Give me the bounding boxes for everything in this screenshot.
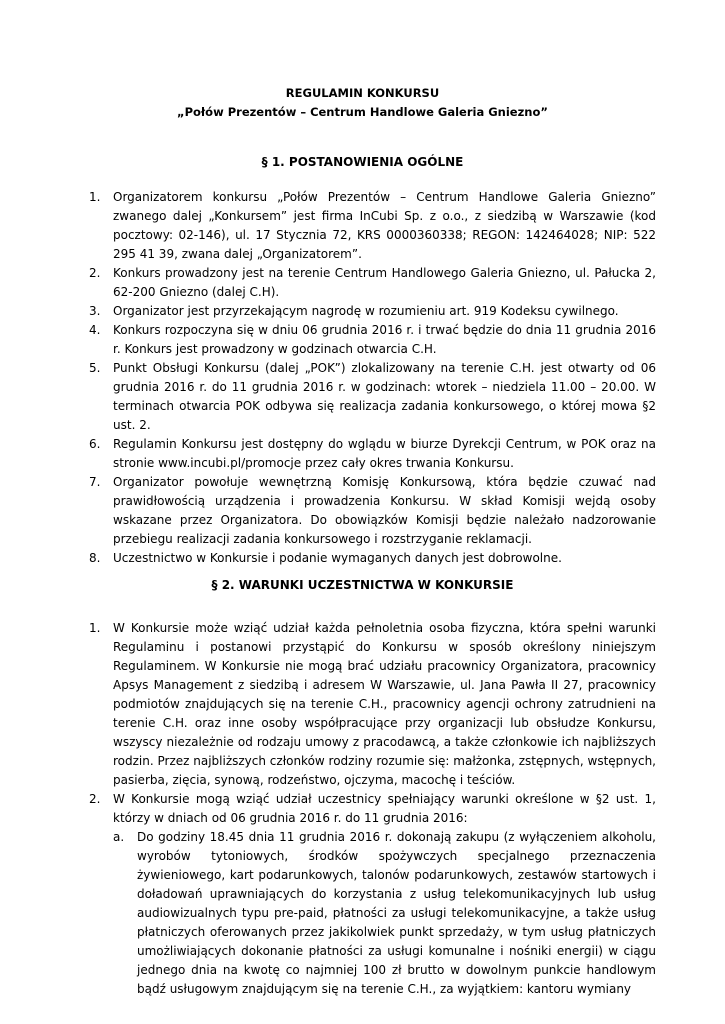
item-text: Uczestnictwo w Konkursie i podanie wymaganych danych jest dobrowolne. <box>113 551 562 565</box>
section-2-heading: § 2. WARUNKI UCZESTNICTWA W KONKURSIE <box>211 578 514 592</box>
document-subtitle: „Połów Prezentów – Centrum Handlowe Galeria Gniezno” <box>177 105 548 119</box>
item-text: Organizatorem konkursu „Połów Prezentów – Centrum Handlowe Galeria Gniezno” zwanego dalej „Konkursem” jest firma InCubi Sp. z o.o., z siedzibą w Warszawie (kod pocztowy: 02-146), ul. 17 Stycznia 72, KRS 0000360338; REGON: 142464028; NIP: 522 295 41 39, zwana dalej „Organizatorem”. <box>113 190 656 261</box>
section-1-list <box>89 188 656 568</box>
section-2-sublist <box>113 828 656 999</box>
item-text: Konkurs rozpoczyna się w dniu 06 grudnia 2016 r. i trwać będzie do dnia 11 grudnia 2016 r. Konkurs jest prowadzony w godzinach otwarcia C.H. <box>113 323 656 356</box>
list-item <box>89 321 656 359</box>
list-item <box>89 549 656 568</box>
item-number: 1. <box>89 621 101 635</box>
item-number: 5. <box>89 361 101 375</box>
item-number: 1. <box>89 190 101 204</box>
subitem-text: Do godziny 18.45 dnia 11 grudnia 2016 r. dokonają zakupu (z wyłączeniem alkoholu, wyrobów tytoniowych, środków spożywczych specjalnego przeznaczenia żywieniowego, kart podarunkowych, talonów podarunkowych, zestawów startowych i doładowań uprawniających do korzystania z usług telekomunikacyjnych lub usług audiowizualnych typu pre-paid, płatności za usługi telekomunikacyjne, a także usług płatniczych oferowanych przez jakikolwiek punkt sprzedaży, w tym usług płatniczych umożliwiających dokonanie płatności za usługi komunalne i nośniki energii) w ciągu jednego dnia na kwotę co najmniej 100 zł brutto w dowolnym punkcie handlowym bądź usługowym znajdującym się na terenie C.H., za wyjątkiem: kantoru wymiany <box>137 830 656 996</box>
section-1-heading: § 1. POSTANOWIENIA OGÓLNE <box>261 155 464 169</box>
subitem-letter: a. <box>113 830 125 844</box>
item-number: 3. <box>89 304 101 318</box>
item-number: 7. <box>89 475 101 489</box>
sublist-item <box>113 828 656 999</box>
list-item <box>89 264 656 302</box>
item-number: 8. <box>89 551 101 565</box>
list-item <box>89 473 656 549</box>
item-text: Organizator jest przyrzekającym nagrodę w rozumieniu art. 919 Kodeksu cywilnego. <box>113 304 619 318</box>
item-text: W Konkursie mogą wziąć udział uczestnicy spełniający warunki określone w §2 ust. 1, którzy w dniach od 06 grudnia 2016 r. do 11 grudnia 2016: <box>113 792 656 825</box>
item-text: W Konkursie może wziąć udział każda pełnoletnia osoba fizyczna, która spełni warunki Regulaminu i postanowi przystąpić do Konkursu w sposób określony niniejszym Regulaminem. W Konkursie nie mogą brać udziału pracownicy Organizatora, pracownicy Apsys Management z siedzibą i adresem W Warszawie, ul. Jana Pawła II 27, pracownicy podmiotów znajdujących się na terenie C.H., pracownicy agencji ochrony zatrudnieni na terenie C.H. oraz inne osoby współpracujące przy organizacji lub obsłudze Konkursu, wszyscy niezależnie od rodzaju umowy z pracodawcą, a także członkowie ich najbliższych rodzin. Przez najbliższych członków rodziny rozumie się: małżonka, zstępnych, wstępnych, pasierba, zięcia, synową, rodzeństwo, ojczyma, macochę i teściów. <box>113 621 656 787</box>
list-item <box>89 435 656 473</box>
item-number: 4. <box>89 323 101 337</box>
item-number: 6. <box>89 437 101 451</box>
item-number: 2. <box>89 266 101 280</box>
list-item <box>89 359 656 435</box>
list-item <box>89 302 656 321</box>
document-title: REGULAMIN KONKURSU <box>285 86 440 100</box>
section-2-list <box>89 619 656 999</box>
list-item <box>89 790 656 999</box>
item-text: Konkurs prowadzony jest na terenie Centrum Handlowego Galeria Gniezno, ul. Pałucka 2, 62-200 Gniezno (dalej C.H). <box>113 266 656 299</box>
item-text: Punkt Obsługi Konkursu (dalej „POK”) zlokalizowany na terenie C.H. jest otwarty od 06 grudnia 2016 r. do 11 grudnia 2016 r. w godzinach: wtorek – niedziela 11.00 – 20.00. W terminach otwarcia POK odbywa się realizacja zadania konkursowego, o której mowa §2 ust. 2. <box>113 361 656 432</box>
item-number: 2. <box>89 792 101 806</box>
item-text: Organizator powołuje wewnętrzną Komisję Konkursową, która będzie czuwać nad prawidłowością urządzenia i prowadzenia Konkursu. W skład Komisji wejdą osoby wskazane przez Organizatora. Do obowiązków Komisji będzie należało nadzorowanie przebiegu realizacji zadania konkursowego i rozstrzyganie reklamacji. <box>113 475 656 546</box>
list-item <box>89 619 656 790</box>
list-item <box>89 188 656 264</box>
item-text: Regulamin Konkursu jest dostępny do wglądu w biurze Dyrekcji Centrum, w POK oraz na stronie www.incubi.pl/promocje przez cały okres trwania Konkursu. <box>113 437 656 470</box>
